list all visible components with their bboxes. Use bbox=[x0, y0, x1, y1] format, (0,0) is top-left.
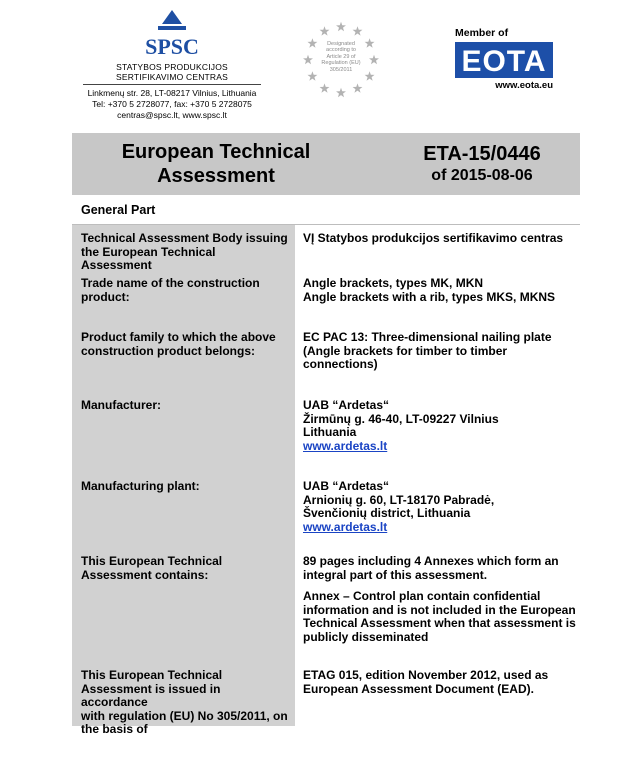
eu-seal-line: Regulation (EU) bbox=[321, 60, 361, 67]
eota-header bbox=[455, 27, 555, 91]
title-bar bbox=[72, 133, 580, 195]
eu-seal-line: 305/2011 bbox=[329, 66, 353, 73]
value-line: Annex – Control plan contain confidential bbox=[303, 589, 541, 603]
spsc-email-web: centras@spsc.lt, www.spsc.lt bbox=[117, 110, 227, 120]
eu-star-icon bbox=[320, 83, 330, 92]
label-line: product: bbox=[81, 289, 130, 304]
eu-star-icon bbox=[353, 83, 363, 92]
value-manufacturing-plant bbox=[303, 480, 585, 534]
value-issued-basis bbox=[303, 669, 585, 696]
eta-number: ETA-15/0446 bbox=[423, 143, 541, 165]
label-assessment-contains bbox=[81, 555, 289, 582]
label-line: Assessment contains: bbox=[81, 567, 209, 582]
manufacturer-name: UAB “Ardetas“ bbox=[303, 398, 390, 412]
value-line: information and is not included in the European bbox=[303, 602, 576, 617]
label-line: Product family to which the above bbox=[81, 330, 276, 344]
spsc-logo-text: SPSC bbox=[145, 34, 199, 59]
label-product-family bbox=[81, 331, 289, 358]
value-line: 89 pages including 4 Annexes which form an bbox=[303, 554, 559, 568]
plant-district: Švenčionių district, Lithuania bbox=[303, 506, 471, 520]
label-assessment-body bbox=[81, 232, 289, 273]
eu-seal-line: Article 29 of bbox=[326, 53, 356, 60]
label-line: Assessment is issued in accordance bbox=[81, 681, 221, 709]
value-manufacturer bbox=[303, 399, 585, 453]
manufacturer-country: Lithuania bbox=[303, 425, 357, 439]
label-line: with regulation (EU) No 305/2011, on bbox=[81, 708, 288, 723]
section-heading: General Part bbox=[81, 203, 156, 217]
label-trade-name bbox=[81, 277, 289, 304]
label-line: construction product belongs: bbox=[81, 343, 255, 358]
label-line: Technical Assessment Body issuing bbox=[81, 231, 288, 245]
label-line: the European Technical Assessment bbox=[81, 244, 216, 272]
label-line: This European Technical bbox=[81, 554, 223, 568]
value-line: Angle brackets, types MK, MKN bbox=[303, 276, 484, 290]
label-manufacturing-plant: Manufacturing plant: bbox=[81, 479, 200, 493]
spsc-logo bbox=[136, 8, 208, 62]
spsc-org-line1: STATYBOS PRODUKCIJOS bbox=[116, 62, 228, 72]
spsc-address: Linkmenų str. 28, LT-08217 Vilnius, Lithuania bbox=[87, 88, 257, 98]
spsc-phone-fax: Tel: +370 5 2728077, fax: +370 5 2728075 bbox=[92, 99, 252, 109]
title-line1: European Technical bbox=[121, 141, 311, 163]
value-assessment-body: VĮ Statybos produkcijos sertifikavimo centras bbox=[303, 231, 564, 245]
value-trade-name bbox=[303, 277, 585, 304]
eota-logo-text: EOTA bbox=[461, 45, 547, 78]
manufacturer-address: Žirmūnų g. 46-40, LT-09227 Vilnius bbox=[303, 411, 499, 426]
value-line: publicly disseminated bbox=[303, 629, 429, 644]
value-product-family bbox=[303, 331, 585, 372]
value-line: EC PAC 13: Three-dimensional nailing plate bbox=[303, 330, 552, 344]
eu-star-icon bbox=[320, 26, 330, 35]
value-line: European Assessment Document (EAD). bbox=[303, 681, 534, 696]
title-line2: Assessment bbox=[157, 165, 275, 187]
eu-seal-line: according to bbox=[326, 47, 356, 54]
label-issued-basis bbox=[81, 669, 289, 737]
eu-star-icon bbox=[353, 26, 363, 35]
eu-seal-line: Designated bbox=[327, 41, 355, 47]
label-manufacturer: Manufacturer: bbox=[81, 398, 162, 412]
spsc-divider bbox=[83, 84, 261, 85]
label-line: This European Technical bbox=[81, 668, 223, 682]
value-line: ETAG 015, edition November 2012, used as bbox=[303, 668, 549, 682]
plant-address: Arnionių g. 60, LT-18170 Pabradė, bbox=[303, 492, 495, 507]
eota-logo bbox=[455, 42, 553, 78]
eta-date: of 2015-08-06 bbox=[431, 167, 533, 184]
value-line: Technical Assessment when that assessment is bbox=[303, 616, 576, 630]
eota-url: www.eota.eu bbox=[495, 80, 553, 91]
eu-star-icon bbox=[336, 22, 346, 31]
manufacturer-website-link[interactable]: www.ardetas.lt bbox=[303, 438, 388, 453]
value-line: Angle brackets with a rib, types MKS, MKNS bbox=[303, 289, 556, 304]
value-line: connections) bbox=[303, 357, 378, 371]
spsc-header bbox=[62, 8, 282, 121]
value-assessment-contains bbox=[303, 555, 585, 644]
plant-name: UAB “Ardetas“ bbox=[303, 479, 390, 493]
spsc-org-line2: SERTIFIKAVIMO CENTRAS bbox=[115, 72, 229, 82]
eta-reference bbox=[397, 142, 567, 186]
value-line: integral part of this assessment. bbox=[303, 567, 488, 582]
eu-star-icon bbox=[336, 88, 346, 97]
eu-seal-text bbox=[296, 41, 386, 73]
eota-member-label: Member of bbox=[455, 27, 509, 39]
plant-website-link[interactable]: www.ardetas.lt bbox=[303, 519, 388, 534]
label-line: Trade name of the construction bbox=[81, 276, 260, 290]
document-title bbox=[72, 140, 360, 188]
value-line: (Angle brackets for timber to timber bbox=[303, 343, 508, 358]
label-line: the basis of bbox=[81, 722, 148, 736]
